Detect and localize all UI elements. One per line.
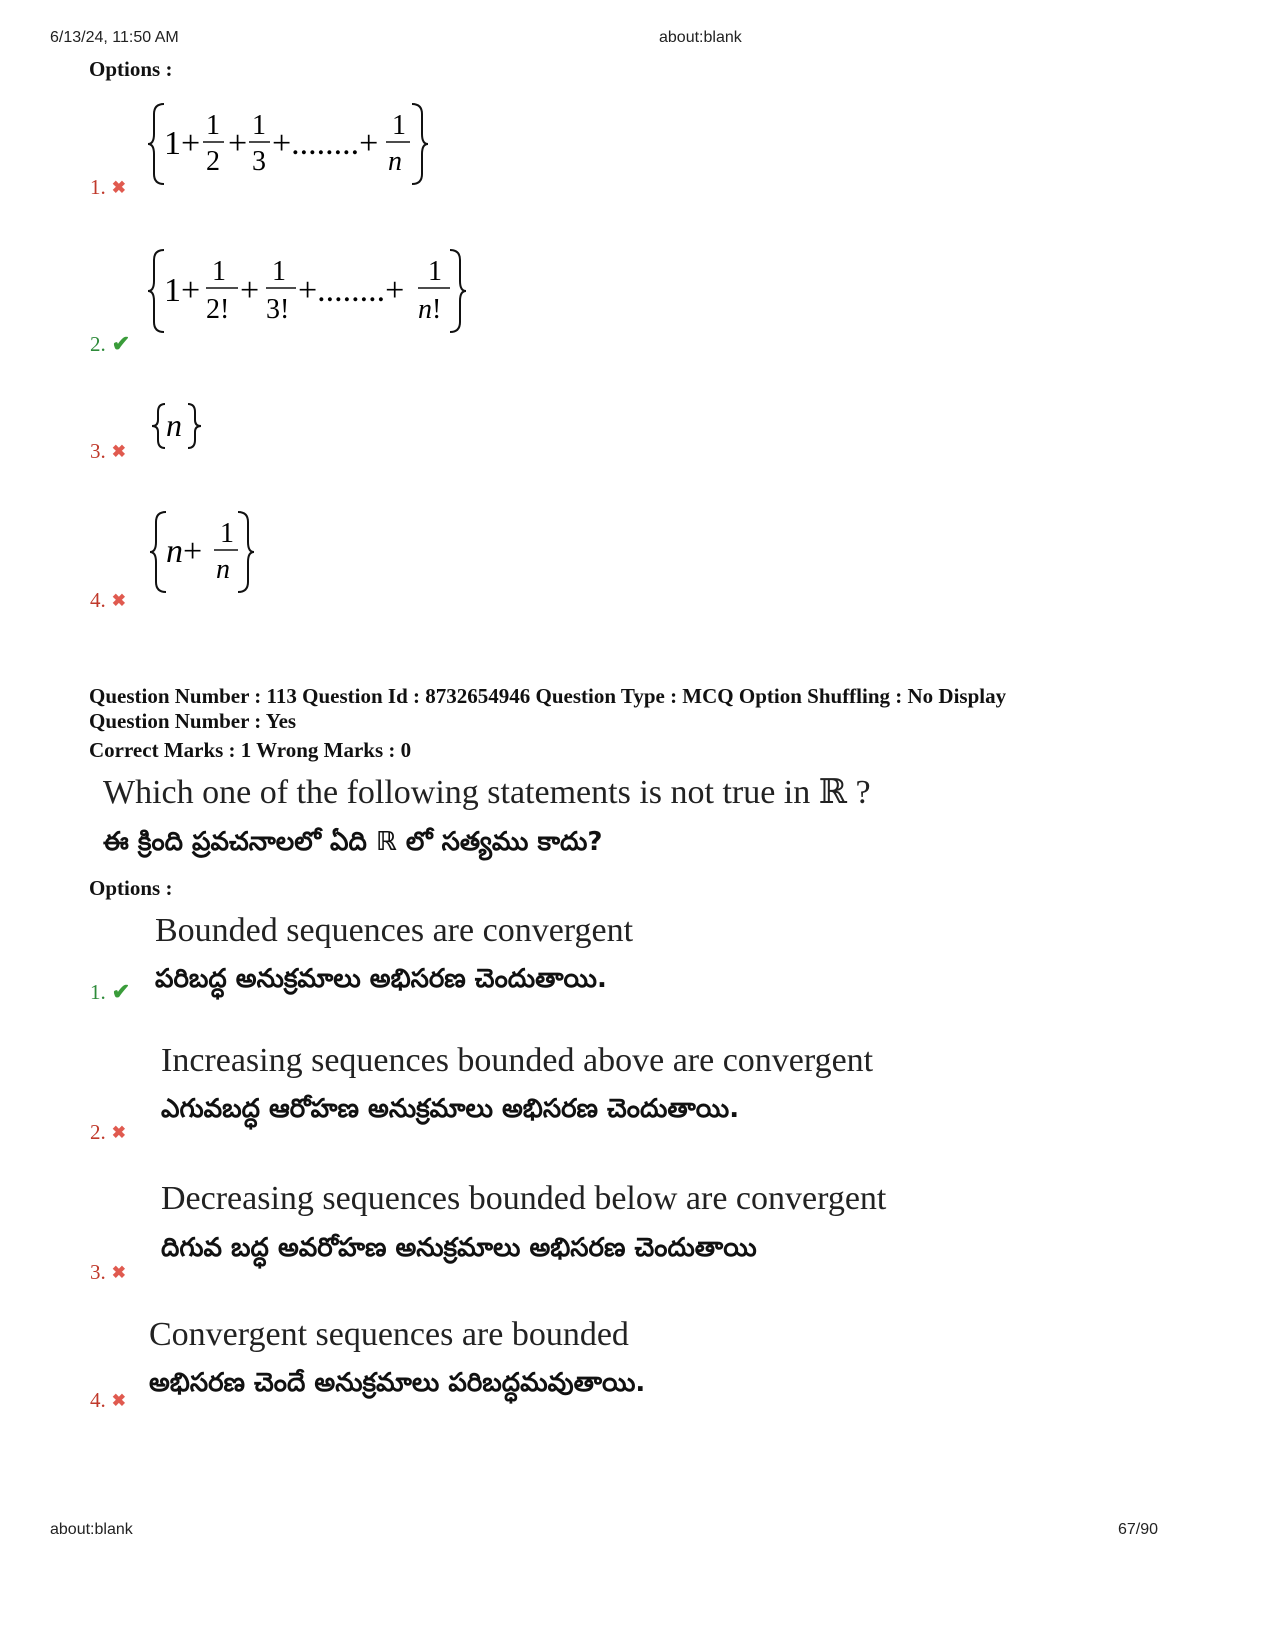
svg-text:+........+: +........+ <box>298 272 405 309</box>
print-page-number: 67/90 <box>1118 1521 1159 1538</box>
prev-option-4-number <box>90 588 126 613</box>
option-4-text-en: Convergent sequences are bounded <box>149 1316 629 1353</box>
prev-option-4-formula <box>150 508 260 598</box>
print-datetime: 6/13/24, 11:50 AM <box>50 29 179 46</box>
svg-text:1: 1 <box>392 110 406 141</box>
question-marks: Correct Marks : 1 Wrong Marks : 0 <box>89 738 412 762</box>
question-text-te: ఈ క్రింది ప్రవచనాలలో ఏది ℝ లో సత్యము కాదు? <box>103 827 603 857</box>
option-3-label: 3. <box>90 1260 106 1284</box>
svg-text:3!: 3! <box>266 294 290 325</box>
option-4-text-te: అభిసరణ చెందే అనుక్రమాలు పరిబద్ధమవుతాయి. <box>149 1368 646 1398</box>
cross-icon: ✖ <box>111 1390 126 1410</box>
svg-text:n+: n+ <box>166 533 203 570</box>
svg-text:1+: 1+ <box>164 125 201 162</box>
prev-options-label: Options : <box>89 57 173 81</box>
cross-icon: ✖ <box>111 1262 126 1282</box>
option-1-label: 1. <box>90 979 106 1004</box>
svg-text:n: n <box>166 407 182 443</box>
svg-text:1: 1 <box>206 110 220 141</box>
svg-text:n: n <box>216 554 230 585</box>
svg-text:1: 1 <box>252 110 266 141</box>
prev-option-4-label: 4. <box>90 588 106 612</box>
prev-option-1-formula <box>148 100 448 190</box>
svg-text:2!: 2! <box>206 294 230 325</box>
option-3-text-te: దిగువ బద్ధ అవరోహణ అనుక్రమాలు అభిసరణ చెందుతాయి <box>161 1233 757 1263</box>
options-label: Options : <box>89 876 173 900</box>
print-title: about:blank <box>659 29 742 46</box>
option-2-label: 2. <box>90 1120 106 1144</box>
svg-text:+........+: +........+ <box>272 125 379 162</box>
svg-text:1: 1 <box>212 256 226 287</box>
prev-option-3-number <box>90 439 126 464</box>
prev-option-2-number <box>90 331 130 357</box>
cross-icon: ✖ <box>111 1122 126 1142</box>
cross-icon: ✖ <box>111 177 126 197</box>
svg-text:+: + <box>228 125 248 162</box>
prev-option-3-label: 3. <box>90 439 106 463</box>
svg-text:n!: n! <box>418 294 442 325</box>
option-4-label: 4. <box>90 1388 106 1412</box>
prev-option-1-number <box>90 175 126 200</box>
svg-text:1: 1 <box>428 256 442 287</box>
option-2-text-te: ఎగువబద్ధ ఆరోహణ అనుక్రమాలు అభిసరణ చెందుతాయి. <box>161 1094 740 1124</box>
prev-option-2-label: 2. <box>90 331 106 356</box>
svg-text:2: 2 <box>206 146 220 177</box>
question-text-en: Which one of the following statements is not true in ℝ ? <box>103 774 871 811</box>
check-icon: ✔ <box>111 979 131 1004</box>
svg-text:n: n <box>388 146 402 177</box>
option-4-number <box>90 1388 126 1413</box>
prev-option-2-formula <box>148 246 478 338</box>
option-2-text-en: Increasing sequences bounded above are convergent <box>161 1042 874 1079</box>
prev-option-3-formula <box>152 400 212 454</box>
question-meta-line1: Question Number : 113 Question Id : 8732654946 Question Type : MCQ Option Shuffling : No Display <box>89 684 1007 708</box>
option-3-number <box>90 1260 126 1285</box>
svg-text:1: 1 <box>272 256 286 287</box>
cross-icon: ✖ <box>111 590 126 610</box>
svg-text:1+: 1+ <box>164 272 201 309</box>
option-1-number <box>90 979 130 1005</box>
cross-icon: ✖ <box>111 441 126 461</box>
svg-text:+: + <box>240 272 260 309</box>
option-3-text-en: Decreasing sequences bounded below are convergent <box>161 1180 887 1217</box>
prev-option-1-label: 1. <box>90 175 106 199</box>
question-meta-line2: Question Number : Yes <box>89 709 297 733</box>
check-icon: ✔ <box>111 331 131 356</box>
svg-text:1: 1 <box>220 518 234 549</box>
option-1-text-en: Bounded sequences are convergent <box>155 912 634 949</box>
print-footer-url: about:blank <box>50 1521 133 1538</box>
svg-text:3: 3 <box>252 146 266 177</box>
option-1-text-te: పరిబద్ధ అనుక్రమాలు అభిసరణ చెందుతాయి. <box>155 964 607 994</box>
option-2-number <box>90 1120 126 1145</box>
